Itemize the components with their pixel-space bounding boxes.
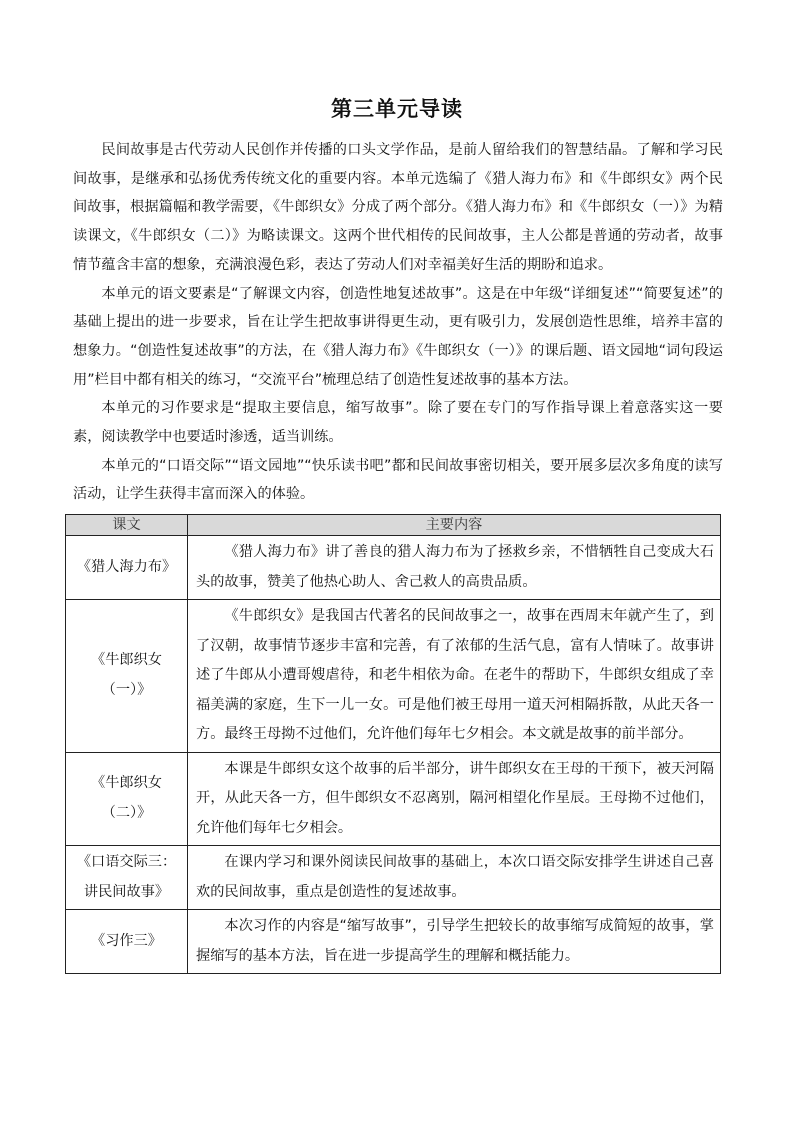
intro-paragraph: 民间故事是古代劳动人民创作并传播的口头文学作品，是前人留给我们的智慧结晶。了解和学习民间故事，是继承和弘扬优秀传统文化的重要内容。本单元选编了《猎人海力布》和《牛郎织女》两个民间故事，根据篇幅和教学需要，《牛郎织女》分成了两个部分。《猎人海力布》和《牛郎织女（一）》为精读课文，《牛郎织女（二）》为略读课文。这两个世代相传的民间故事，主人公都是普通的劳动者，故事情节蕴含丰富的想象，充满浪漫色彩，表达了劳动人们对幸福美好生活的期盼和追求。 [73,142,723,273]
table-row [66,846,721,910]
header-lesson: 课文 [66,515,188,536]
summary-text: 《牛郎织女》是我国古代著名的民间故事之一，故事在西周末年就产生了，到了汉朝，故事情节逐步丰富和完善，有了浓郁的生活气息，富有人情味了。故事讲述了牛郎从小遭哥嫂虐待，和老牛相依为命。在老牛的帮助下，牛郎织女组成了幸福美满的家庭，生下一儿一女。可是他们被王母用一道天河相隔拆散，从此天各一方。最终王母拗不过他们，允许他们每年七夕相会。本文就是故事的前半部分。 [196,608,714,742]
lesson-cell [66,910,188,974]
lesson-name: 《习作三》 [91,932,162,949]
lesson-cell [66,600,188,753]
header-summary: 主要内容 [188,515,721,536]
summary-text: 本课是牛郎织女这个故事的后半部分，讲牛郎织女在王母的干预下，被天河隔开，从此天各一方，但牛郎织女不忍离别，隔河相望化作星辰。王母拗不过他们，允许他们每年七夕相会。 [196,760,714,836]
intro-paragraph: 本单元的习作要求是“提取主要信息，缩写故事”。除了要在专门的写作指导课上着意落实这一要素，阅读教学中也要适时渗透，适当训练。 [73,400,723,446]
summary-cell [188,910,721,974]
lesson-name: 《口语交际三： [76,854,177,870]
lesson-name: 《牛郎织女 [91,652,162,669]
summary-cell [188,752,721,846]
lesson-part: （二）》 [101,804,152,821]
summary-text: 在课内学习和课外阅读民间故事的基础上，本次口语交际安排学生讲述自己喜欢的民间故事，重点是创造性的复述故事。 [196,854,714,900]
lesson-cell [66,752,188,846]
page-title: 第三单元导读 [331,97,463,121]
summary-cell [188,846,721,910]
summary-cell [188,600,721,753]
intro-paragraph: 本单元的“口语交际”“语文园地”“快乐读书吧”都和民间故事密切相关，要开展多层次多角度的读写活动，让学生获得丰富而深入的体验。 [73,457,723,503]
table-row [66,910,721,974]
lesson-table [65,514,721,974]
intro-paragraph: 本单元的语文要素是“了解课文内容，创造性地复述故事”。这是在中年级“详细复述”“简要复述”的基础上提出的进一步要求，旨在让学生把故事讲得更生动，更有吸引力，发展创造性思维，培养丰富的想象力。“创造性复述故事”的方法，在《猎人海力布》《牛郎织女（一）》的课后题、语文园地“词句段运用”栏目中都有相关的练习，“交流平台”梳理总结了创造性复述故事的基本方法。 [73,285,723,388]
lesson-cell [66,536,188,600]
lesson-part: 讲民间故事》 [83,883,170,900]
lesson-part: （一）》 [101,681,152,698]
lesson-name: 《猎人海力布》 [76,558,177,575]
table-row [66,752,721,846]
summary-text: 本次习作的内容是“缩写故事”，引导学生把较长的故事缩写成简短的故事，掌握缩写的基本方法，旨在进一步提高学生的理解和概括能力。 [196,918,714,964]
table-row [66,536,721,600]
lesson-cell [66,846,188,910]
summary-text: 《猎人海力布》讲了善良的猎人海力布为了拯救乡亲，不惜牺牲自己变成大石头的故事，赞美了他热心助人、舍己救人的高贵品质。 [196,544,714,590]
table-header-row [66,515,721,536]
table-row [66,600,721,753]
intro-section [73,136,723,509]
lesson-name: 《牛郎织女 [91,775,162,792]
summary-cell [188,536,721,600]
